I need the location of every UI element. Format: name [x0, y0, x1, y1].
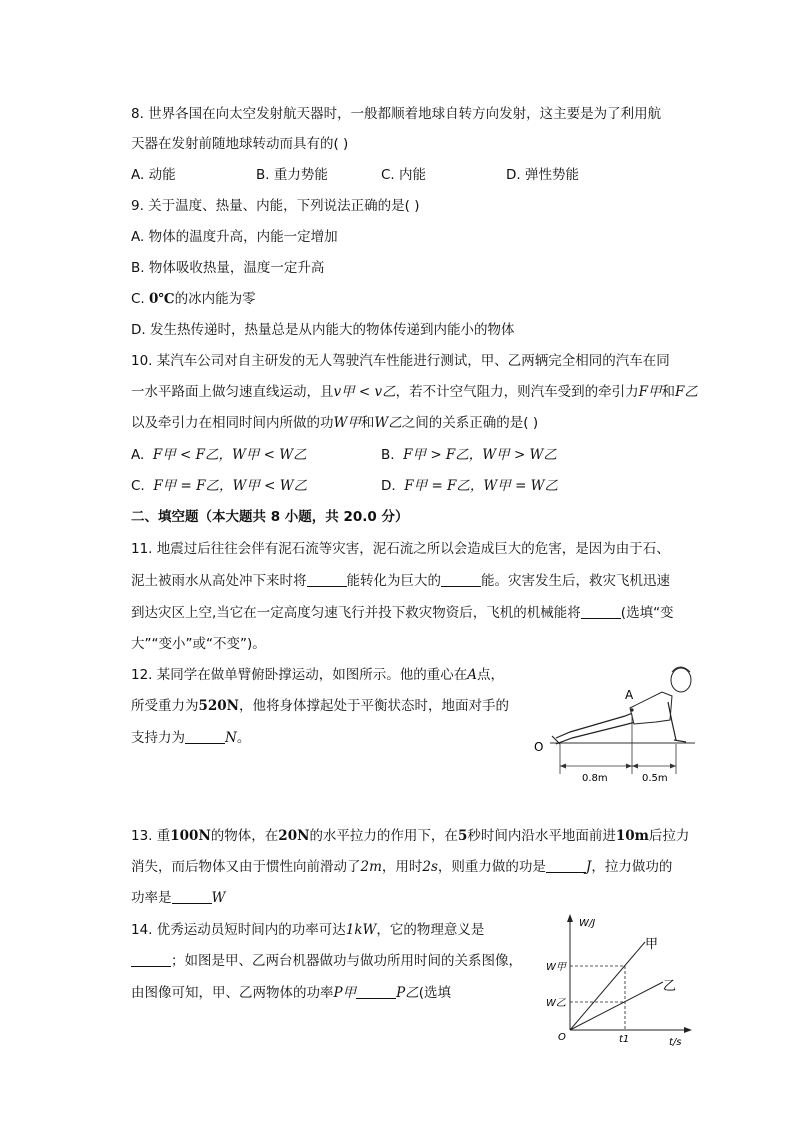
q8-option-c: C. 内能	[381, 167, 427, 183]
dim-label-1: 0.8m	[582, 773, 608, 784]
work-time-graph	[545, 912, 695, 1052]
q10-option-b: B. F甲 > F乙，W甲 > W乙	[381, 447, 557, 463]
q14-blank-2[interactable]	[356, 984, 396, 999]
q8-option-a: A. 动能	[131, 167, 176, 183]
w-jia-label: W甲	[546, 962, 566, 973]
q8-line2: 天器在发射前随地球转动而具有的( )	[131, 136, 349, 152]
gravity-point-a	[630, 708, 633, 711]
line-jia	[570, 942, 645, 1030]
q14-blank-1[interactable]	[131, 952, 171, 967]
q11-blank-2[interactable]	[441, 572, 481, 587]
q9-option-a: A. 物体的温度升高，内能一定增加	[131, 229, 338, 245]
t1-label: t1	[619, 1034, 630, 1045]
q13-blank-1[interactable]	[546, 858, 586, 873]
q13-line1: 13. 重100N的物体，在20N的水平拉力的作用下，在5秒时间内沿水平地面前进10m后拉力	[131, 828, 690, 844]
q9-option-d: D. 发生热传递时，热量总是从内能大的物体传递到内能小的物体	[131, 322, 515, 338]
q13-line2: 消失，而后物体又由于惯性向前滑动了2m，用时2s，则重力做的功是 J，拉力做功的	[131, 859, 673, 875]
q8-option-b: B. 重力势能	[256, 167, 328, 183]
q13-line3: 功率是 W	[131, 890, 226, 906]
q10-line2: 一水平路面上做匀速直线运动，且v甲 < v乙，若不计空气阻力，则汽车受到的牵引力F甲和F乙	[131, 384, 698, 400]
q11-line3: 到达灾区上空,当它在一定高度匀速飞行并投下救灾物资后，飞机的机械能将 (选填“变	[131, 605, 674, 621]
q11-blank-3[interactable]	[581, 604, 621, 619]
q10-option-c: C. F甲 = F乙，W甲 < W乙	[131, 478, 308, 494]
w-yi-label: W乙	[546, 998, 566, 1009]
origin-label: O	[558, 1032, 566, 1043]
dim-label-2: 0.5m	[642, 773, 668, 784]
q11-line1: 11. 地震过后往往会伴有泥石流等灾害，泥石流之所以会造成巨大的危害，是因为由于石、	[131, 541, 670, 557]
pushup-figure	[530, 658, 700, 788]
q9-c-temperature: 0℃	[149, 291, 175, 307]
y-axis-label: W/J	[579, 918, 596, 929]
q10-velocity-relation: v甲 < v乙	[333, 384, 396, 400]
line-jia-label: 甲	[645, 937, 659, 952]
q11-line4: 大”“变小”或“不变”)。	[131, 636, 266, 652]
x-axis-label: t/s	[669, 1037, 682, 1048]
person-head	[671, 668, 691, 692]
q14-line3: 由图像可知，甲、乙两物体的功率P甲 P乙(选填	[131, 985, 451, 1001]
label-a: A	[625, 688, 634, 702]
q14-line1: 14. 优秀运动员短时间内的功率可达1kW，它的物理意义是	[131, 922, 485, 938]
q12-line1: 12. 某同学在做单臂俯卧撑运动，如图所示。他的重心在A点，	[131, 667, 505, 683]
q12-line2: 所受重力为520N，他将身体撑起处于平衡状态时，地面对手的	[131, 698, 510, 714]
q12-line3: 支持力为 N。	[131, 730, 251, 746]
q9-option-b: B. 物体吸收热量，温度一定升高	[131, 260, 325, 276]
q11-line2: 泥土被雨水从高处冲下来时将 能转化为巨大的 能。灾害发生后，救灾飞机迅速	[131, 573, 670, 589]
q10-line3: 以及牵引力在相同时间内所做的功W甲和W乙之间的关系正确的是( )	[131, 415, 539, 431]
q10-option-a: A. F甲 < F乙，W甲 < W乙	[131, 447, 307, 463]
line-yi-label: 乙	[663, 979, 677, 994]
line-yi	[570, 982, 663, 1030]
q10-option-d: D. F甲 = F乙，W甲 = W乙	[381, 478, 559, 494]
q13-blank-2[interactable]	[172, 889, 212, 904]
q9-stem: 9. 关于温度、热量、内能，下列说法正确的是( )	[131, 198, 420, 214]
q8-line1: 8. 世界各国在向太空发射航天器时，一般都顺着地球自转方向发射，这主要是为了利用航	[131, 106, 662, 122]
person-arm	[668, 702, 676, 740]
q9-option-c: C. 0℃的冰内能为零	[131, 291, 256, 307]
q8-option-d: D. 弹性势能	[506, 167, 579, 183]
label-o: O	[534, 740, 544, 754]
section-fill-in-title: 二、填空题（本大题共 8 小题，共 20.0 分）	[131, 509, 409, 525]
q14-line2: ；如图是甲、乙两台机器做功与做功所用时间的关系图像，	[131, 951, 522, 971]
q12-blank[interactable]	[185, 729, 225, 744]
q10-line1: 10. 某汽车公司对自主研发的无人驾驶汽车性能进行测试，甲、乙两辆完全相同的汽车在同	[131, 353, 670, 369]
q11-blank-1[interactable]	[307, 572, 347, 587]
